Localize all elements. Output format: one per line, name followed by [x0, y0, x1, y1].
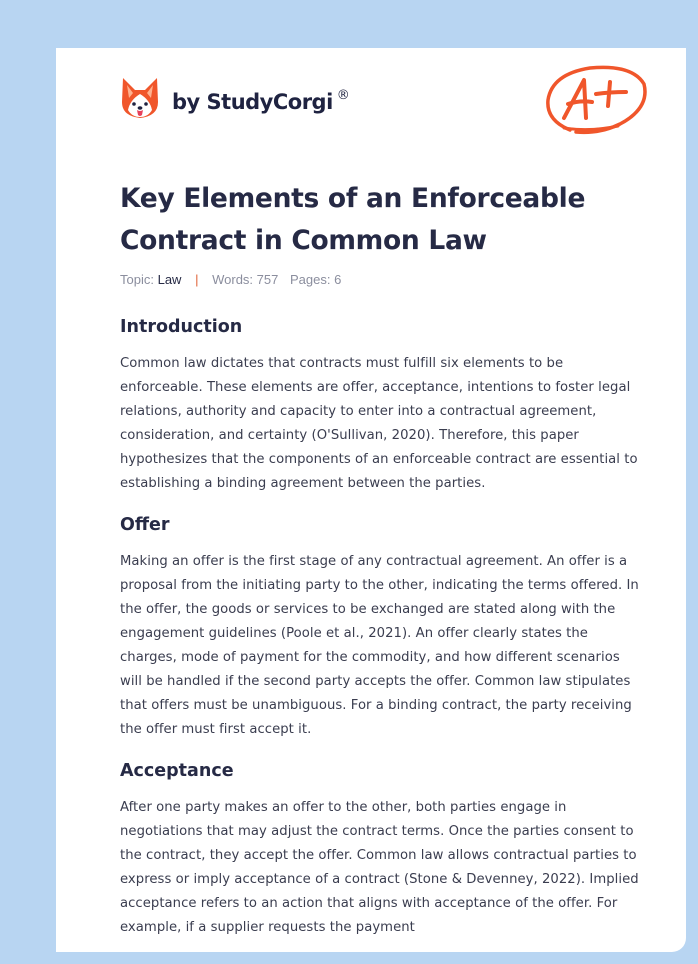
section-heading: Acceptance	[120, 761, 234, 781]
section-introduction	[120, 315, 640, 496]
page-header	[120, 74, 660, 164]
corgi-icon	[120, 76, 160, 120]
words-count: 757	[256, 272, 279, 287]
pages-count: 6	[334, 272, 342, 287]
meta-separator: |	[195, 272, 199, 287]
section-offer	[120, 513, 640, 742]
document-content	[120, 178, 640, 940]
document-meta	[120, 272, 640, 292]
topic-label: Topic:	[120, 272, 154, 287]
topic-link[interactable]: Law	[157, 272, 182, 287]
document-title: Key Elements of an Enforceable Contract in Common Law	[120, 183, 586, 256]
section-heading: Introduction	[120, 317, 243, 337]
a-plus-grade-icon	[540, 60, 650, 149]
studycorgi-logo[interactable]	[120, 76, 349, 120]
section-body: Making an offer is the first stage of any contractual agreement. An offer is a proposal from the initiating party to the other, indicating the terms offered. In the offer, the goods or services to be exchanged are stated along with the engagement guidelines (Poole et al., 2021). An offer clearly states the charges, mode of payment for the commodity, and how different scenarios will be handled if the second party accepts the offer. Common law stipulates that offers must be unambiguous. For a binding contract, the party receiving the offer must first accept it.	[120, 554, 639, 737]
pages-label: Pages:	[289, 272, 331, 287]
document-page	[56, 48, 686, 952]
words-label: Words:	[212, 272, 254, 287]
section-body: Common law dictates that contracts must fulfill six elements to be enforceable. These elements are offer, acceptance, intentions to foster legal relations, authority and capacity to enter into a contractual agreement, consideration, and certainty (O'Sullivan, 2020). Therefore, this paper hypothesizes that the components of an enforceable contract are essential to establishing a binding agreement between the parties.	[120, 356, 638, 491]
brand-name: by StudyCorgi ®	[172, 88, 350, 114]
section-heading: Offer	[120, 515, 170, 535]
section-acceptance	[120, 759, 640, 940]
section-body: After one party makes an offer to the other, both parties engage in negotiations that may adjust the contract terms. Once the parties consent to the contract, they accept the offer. Common law allows contractual parties to express or imply acceptance of a contract (Stone & Devenney, 2022). Implied acceptance refers to an action that aligns with acceptance of the offer. For example, if a supplier requests the payment	[120, 800, 639, 935]
